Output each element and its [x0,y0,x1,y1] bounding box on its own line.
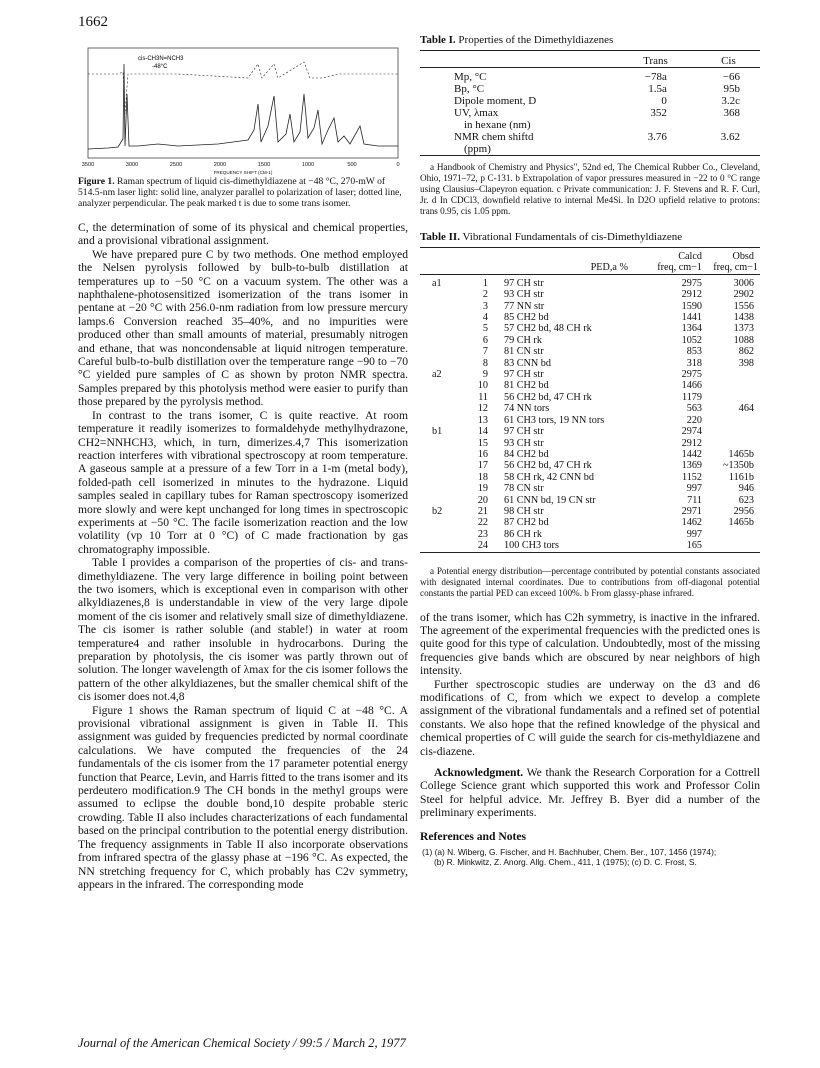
table-row: 5 57 CH2 bd, 48 CH rk 1364 1373 [482,323,754,335]
table-row: b1 14 97 CH str 2974 [432,426,702,438]
figure-caption: Figure 1. Raman spectrum of liquid cis-dimethyldiazene at −48 °C, 270-mW of 514.5-nm laser light: solid line, analyzer parallel to polarization of laser; dotted line, analyzer perpendicular. The peak marked t is due to some trans isomer. [78,176,402,209]
journal-footer: Journal of the American Chemical Society / 99:5 / March 2, 1977 [78,1036,406,1050]
table-row: 7 81 CN str 853 862 [482,346,754,358]
reference-line: (1) (a) N. Wiberg, G. Fischer, and H. Bachhuber, Chem. Ber., 107, 1456 (1974); [422,846,717,857]
x-tick: 1000 [301,162,315,168]
table-row: 11 56 CH2 bd, 47 CH rk 1179 [478,391,702,403]
table-row: 10 81 CH2 bd 1466 [477,380,702,392]
paragraph: Figure 1 shows the Raman spectrum of liquid C at −48 °C. A provisional vibrational assignment is given in Table II. This assignment was guided by frequencies predicted by normal coordinate calculations. We have computed the frequencies of the 24 fundamentals of the cis isomer from the 17 parameter potential energy function that Pearce, Levin, and Harris fitted to the trans isomer and its perdeutero modification.9 The CH bonds in the methyl groups were assumed to eclipse the double bond,10 despite probable steric crowding. Table II also includes characterizations of each fundamental based on the principal contribution to the potential energy distribution. The frequency assignments in Table II also incorporate observations from infrared spectra of the glassy phase at −196 °C. As expected, the NN stretching frequency for C, which probably has C2v symmetry, appears in the infrared. The corresponding mode [78,703,408,891]
col-header: freq, cm−1 [713,262,758,274]
table-row: 20 61 CNN bd, 19 CN str 711 623 [477,494,754,506]
table-row: 4 85 CH2 bd 1441 1438 [482,312,754,324]
left-column [78,34,408,891]
paragraph: We have prepared pure C by two methods. One method employed the Nelsen pyrolysis followed by bulb-to-bulb distillation at temperatures up to −50 °C on a vacuum system. The other was a naphthalene-photosensitized isomerization of the trans isomer in pentane at −20 °C with 256.0-nm radiation from low pressure mercury lamps.6 Conversion reached 35–40%, and no impurities were produced other than small amounts of material, presumably nitrogen and ethane, that was noncondensable at liquid nitrogen temperature. Careful bulb-to-bulb distillation over the temperature range −90 to −70 °C yielded pure samples of C as shown by proton NMR spectra. Samples prepared by this photolysis method were easier to purify than those prepared by the pyrolysis method. [78,247,408,409]
x-tick: 0 [396,162,400,168]
table-row: 24 100 CH3 tors 165 [477,540,702,552]
table-row: 13 61 CH3 tors, 19 NN tors 220 [477,414,702,426]
x-axis-label: FREQUENCY SHIFT (CM-1) [213,170,273,175]
table-row: Mp, °C −78a −66 [454,71,740,83]
x-tick: 500 [347,162,357,168]
table-row: Dipole moment, D 0 3.2c [454,95,740,107]
page-number: 1662 [78,14,108,30]
table-row: 22 87 CH2 bd 1462 1465b [477,517,754,529]
table-row: (ppm) [464,143,491,155]
acknowledgment: Acknowledgment. We thank the Research Corporation for a Cottrell College Science grant which supported this work and Professor Colin Steel for helpful advice. Mr. Jeffrey B. Byer did a number of the preliminary experiments. [420,766,760,820]
paragraph: C, the determination of some of its physical and chemical properties, and a provisional vibrational assignment. [78,221,408,248]
table-row: 15 93 CH str 2912 [477,437,702,449]
table-row: 17 56 CH2 bd, 47 CH rk 1369 ~1350b [477,460,754,472]
paragraph: Table I provides a comparison of the properties of cis- and trans-dimethyldiazene. The very large difference in boiling point between the two isomers, which is exceptional even in comparison with other alkyldiazenes,8 is understandable in view of the very large dipole moment of the cis isomer and relatively small size of dimethyldiazene. The cis isomer is rather soluble (and stable!) in water at room temperature4 and rather insoluble in hydrocarbons. During the preparation by photolysis, the cis isomer was partly thrown out of solution. The longer wavelength of λmax for the cis isomer follows the pattern of the other alkyldiazenes, but the smaller chemical shift of the cis isomer does not.4,8 [78,556,408,704]
table2-title: Table II. Vibrational Fundamentals of cis-Dimethyldiazene [420,231,683,243]
table-row: 16 84 CH2 bd 1442 1465b [477,448,754,460]
table-row: 12 74 NN tors 563 464 [477,403,754,415]
x-tick: 1500 [257,162,271,168]
col-header: Calcd [678,251,702,262]
table-row: NMR chem shiftd 3.76 3.62 [454,131,740,143]
table1 [420,50,760,162]
paragraph: Further spectroscopic studies are underway on the d3 and d6 modifications of C, from which we expect to develop a complete assignment of the vibrational fundamentals and a refined set of potential constants. We also hope that the refined knowledge of the physical and chemical properties of C will guide the search for cis-methyldiazene and cis-diazene. [420,677,760,758]
x-tick: 2500 [169,162,183,168]
raman-spectrum-figure [78,34,408,176]
paragraph: of the trans isomer, which has C2h symmetry, is inactive in the infrared. The agreement of the experimental frequencies with the predicted ones is quite good for this type of calculation. Undoubtedly, most of the missing frequencies give bands which are obscured by near neighbors of high intensity. [420,610,760,678]
col-header: PED,a % [590,262,628,274]
col-header: Cis [721,55,736,67]
table-row: 2 93 CH str 2912 2902 [482,289,754,301]
col-header: Obsd [732,251,754,262]
table-row: 6 79 CH rk 1052 1088 [482,334,754,346]
table-row: 23 86 CH rk 997 [477,528,702,540]
table-row: 3 77 NN str 1590 1556 [482,300,754,312]
table2-footnote: a Potential energy distribution—percentage contributed by potential constants associated with designated internal coordinates. Due to contributions from off-diagonal potential constants the partial PED can exceed 100%. b From glassy-phase infrared. [420,565,760,598]
col-header: Trans [643,55,668,67]
table-row: 8 83 CNN bd 318 398 [482,357,754,369]
table-row: in hexane (nm) [464,119,531,131]
reference-line: (b) R. Minkwitz, Z. Anorg. Allg. Chem., 411, 1 (1975); (c) D. C. Frost, S. [434,856,697,867]
table-row: 19 78 CN str 997 946 [477,483,754,495]
inset-label: cis-CH3N=NCH3 [138,56,184,62]
inset-temp: -48°C [152,64,168,70]
col-header: freq, cm−1 [657,262,702,274]
x-tick: 2000 [213,162,227,168]
table1-title: Table I. Properties of the Dimethyldiazenes [420,34,614,46]
table1-footnote: a Handbook of Chemistry and Physics", 52nd ed, The Chemical Rubber Co., Cleveland, Ohio, 1971–72, p C-131. b Extrapolation of vapor pressures measured in −22 to 0 °C range using Clausius–Clapeyron equation. c Private communication: J. F. Stevens and R. F. Curl, Jr. d In CDCl3, downfield relative to internal Me4Si. In D2O upfield relative to protons: trans 0.95, cis 1.05 ppm. [420,162,760,216]
table-row: 18 58 CH rk, 42 CNN bd 1152 1161b [477,471,754,483]
table-row: UV, λmax 352 368 [454,107,740,119]
table2 [420,247,760,556]
paragraph: In contrast to the trans isomer, C is quite reactive. At room temperature it readily isomerizes to formaldehyde methylhydrazone, CH2=NNHCH3, which, in turn, dimerizes.4,7 This isomerization reaction interferes with vibrational spectroscopy at room temperature. A gaseous sample at a pressure of a few Torr in a 1-m (metal body), folded-path cell isomerized in minutes to the hydrazone. Liquid samples sealed in capillary tubes for Raman spectroscopy isomerized more slowly and were kept unchanged for long times in spectroscopic experiments at −50 °C. The facile isomerization reaction and the low volatility (vp 10 Torr at 0 °C) of C made fractionation by gas chromatography impossible. [78,408,408,556]
right-column [420,34,760,867]
table-row: Bp, °C 1.5a 95b [454,83,740,95]
x-tick: 3000 [125,162,139,168]
table-row: b2 21 98 CH str 2971 2956 [432,505,754,517]
table-row: a2 9 97 CH str 2975 [432,369,702,381]
references-heading: References and Notes [420,829,527,843]
table-row: a1 1 97 CH str 2975 3006 [432,277,754,289]
x-tick: 3500 [81,162,95,168]
